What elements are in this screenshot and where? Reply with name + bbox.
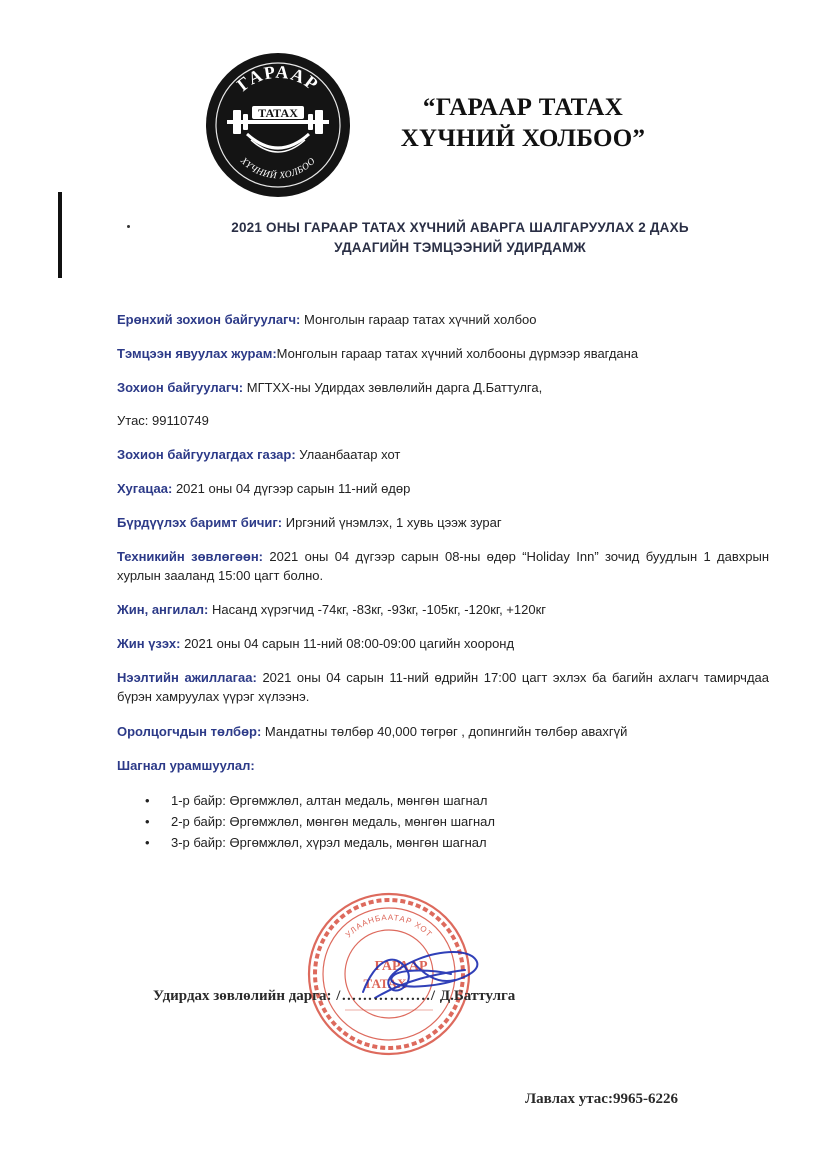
org-title-line1: “ГАРААР ТАТАХ: [422, 94, 624, 121]
document-title: [165, 218, 755, 258]
field-phone: Утас: 99110749: [117, 413, 209, 428]
stamp-center-text-1: ГАРААР: [374, 959, 428, 974]
margin-mark: [58, 192, 62, 278]
field-organizer: Зохион байгуулагч: МГТХХ-ны Удирдах зөвлөлийн дарга Д.Баттулга,: [117, 380, 543, 395]
awards-list: [145, 790, 495, 853]
signature-line: [153, 988, 633, 1005]
logo-text-bottom: ХҮЧНИЙ ХОЛБОО: [238, 156, 318, 182]
field-fee: Оролцогчдын төлбөр: Мандатны төлбөр 40,000 төгрөг , допингийн төлбөр авахгүй: [117, 724, 628, 739]
svg-text:УЛААНБААТАР ХОТ: [344, 913, 434, 939]
award-item: • 1-р байр: Өргөмжлөл, алтан медаль, мөнгөн шагнал: [145, 793, 488, 808]
field-general-organizer: Ерөнхий зохион байгуулагч: Монголын гараар татах хүчний холбоо: [117, 312, 537, 327]
stamp-center-text-2: ТАТАХ: [363, 976, 407, 991]
document-title-line2: УДААГИЙН ТЭМЦЭЭНИЙ УДИРДАМЖ: [334, 240, 586, 255]
federation-logo: [205, 52, 351, 198]
signature-blank: /……………../: [331, 988, 437, 1004]
field-opening: Нээлтийн ажиллагаа: 2021 оны 04 сарын 11-ний өдрийн 17:00 цагт эхлэх ба багийн ахлагч тамирчдаа бүрэн хамруулах үүрэг хүлээнэ.: [117, 670, 769, 704]
field-awards-heading: Шагнал урамшуулал:: [117, 758, 255, 773]
field-weight-class: Жин, ангилал: Насанд хүрэгчид -74кг, -83кг, -93кг, -105кг, -120кг, +120кг: [117, 602, 547, 617]
org-title-line2: ХҮЧНИЙ ХОЛБОО”: [400, 125, 646, 152]
field-weigh-in: Жин үзэх: 2021 оны 04 сарын 11-ний 08:00-09:00 цагийн хооронд: [117, 636, 515, 651]
stray-dot: [127, 225, 130, 228]
logo-text-mid: ТАТАХ: [258, 106, 298, 120]
field-date: Хугацаа: 2021 оны 04 дүгээр сарын 11-ний өдөр: [117, 481, 411, 496]
stamp-ring-text: УЛААНБААТАР ХОТ: [343, 912, 435, 940]
award-item: • 3-р байр: Өргөмжлөл, хүрэл медаль, мөнгөн шагнал: [145, 835, 487, 850]
organization-title: [378, 92, 668, 154]
signatory-name: Д.Баттулга: [436, 988, 516, 1004]
document-title-line1: 2021 ОНЫ ГАРААР ТАТАХ ХҮЧНИЙ АВАРГА ШАЛГАРУУЛАХ 2 ДАХЬ: [231, 220, 689, 235]
field-documents: Бүрдүүлэх баримт бичиг: Иргэний үнэмлэх, 1 хувь цээж зураг: [117, 515, 502, 530]
field-technical-meeting: Техникийн зөвлөгөөн: 2021 оны 04 дүгээр сарын 08-ны өдөр “Holiday Inn” зочид буудлын 1 давхрын хурлын зааланд 15:00 цагт болно.: [117, 549, 770, 583]
contact-phone: Лавлах утас:9965-6226: [525, 1091, 678, 1107]
award-item: • 2-р байр: Өргөмжлөл, мөнгөн медаль, мөнгөн шагнал: [145, 814, 495, 829]
field-venue: Зохион байгуулагдах газар: Улаанбаатар хот: [117, 447, 401, 462]
logo-text-top: ГАРААР: [233, 61, 323, 96]
signature-label: Удирдах зөвлөлийн дарга:: [153, 988, 332, 1004]
field-procedure: Тэмцээн явуулах журам:Монголын гараар татах хүчний холбооны дүрмээр явагдана: [117, 346, 639, 361]
